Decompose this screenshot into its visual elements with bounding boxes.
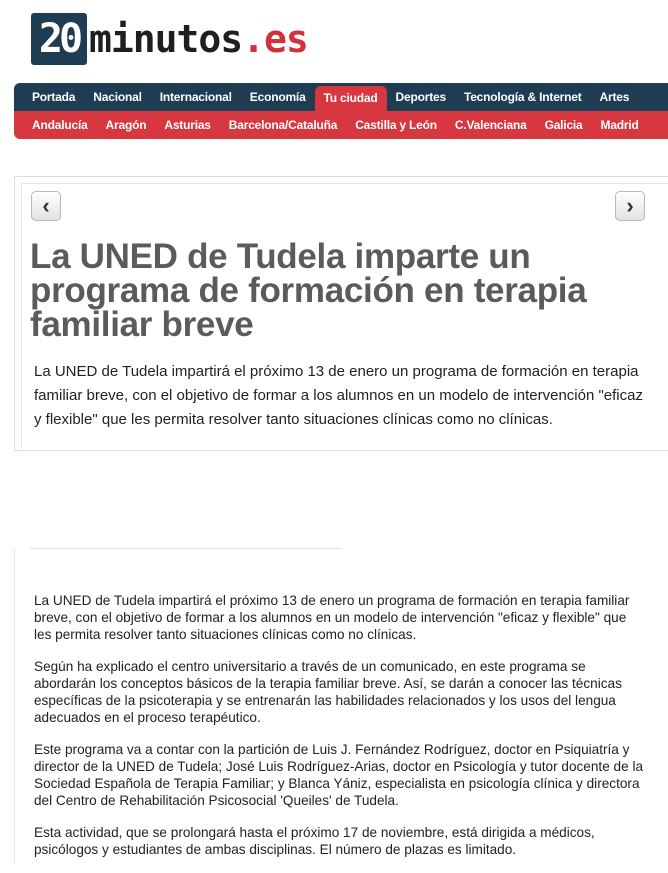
subnav-aragon[interactable]: Aragón (105, 118, 147, 132)
nav-internacional[interactable]: Internacional (159, 90, 232, 104)
logo-number: 20 (31, 13, 87, 65)
nav-artes[interactable]: Artes (599, 90, 630, 104)
logo-name: minutos (89, 17, 243, 61)
article-paragraph: Esta actividad, que se prolongará hasta el próximo 17 de noviembre, está dirigida a médicos, psicólogos y estudiantes de ambas disciplinas. El número de plazas es limitado. (34, 825, 595, 857)
article-body (34, 592, 644, 873)
section-divider (30, 548, 342, 549)
content-border (14, 548, 15, 863)
subnav-madrid[interactable]: Madrid (600, 118, 639, 132)
main-nav (14, 83, 668, 111)
chevron-left-icon: ‹ (42, 193, 50, 218)
nav-tu-ciudad[interactable]: Tu ciudad (315, 86, 387, 111)
nav-economia[interactable]: Economía (249, 90, 306, 104)
subnav-castilla-leon[interactable]: Castilla y León (355, 118, 437, 132)
subnav-galicia[interactable]: Galicia (544, 118, 583, 132)
article-paragraph: Según ha explicado el centro universitario a través de un comunicado, en este programa se abordarán los conceptos básicos de la terapia familiar breve. Así, se darán a conocer las técnicas específicas de la psicoterapia y se entrenarán las habilidades relacionados y los usos del lengua adecuados en el proceso terapéutico. (34, 659, 622, 725)
city-subnav (14, 111, 668, 139)
article-title: La UNED de Tudela imparte un programa de formación en terapia familiar breve (30, 237, 587, 344)
logo-tld: .es (242, 17, 308, 61)
article-paragraph: Este programa va a contar con la partición de Luis J. Fernández Rodríguez, doctor en Psiquiatría y director de la UNED de Tudela; José Luis Rodríguez-Arias, doctor en Psicología y tutor docente de la Sociedad Española de Terapia Familiar; y Blanca Yániz, especialista en psicología clínica y directora del Centro de Rehabilitación Psicosocial 'Queiles' de Tudela. (34, 742, 644, 808)
article-summary: La UNED de Tudela impartirá el próximo 13 de enero un programa de formación en terapia familiar breve, con el objetivo de formar a los alumnos en un modelo de intervención "eficaz y flexible" que les permita resolver tanto situaciones clínicas como no clínicas. (34, 363, 643, 428)
article-paragraph: La UNED de Tudela impartirá el próximo 13 de enero un programa de formación en terapia familiar breve, con el objetivo de formar a los alumnos en un modelo de intervención "eficaz y flexible" que les permita resolver tanto situaciones clínicas como no clínicas. (34, 593, 630, 642)
subnav-asturias[interactable]: Asturias (164, 118, 211, 132)
subnav-andalucia[interactable]: Andalucía (32, 118, 88, 132)
chevron-right-icon: › (626, 193, 634, 218)
nav-portada[interactable]: Portada (32, 90, 76, 104)
nav-tecnologia[interactable]: Tecnología & Internet (463, 90, 582, 104)
subnav-cvalenciana[interactable]: C.Valenciana (454, 118, 527, 132)
prev-article-button[interactable] (31, 191, 61, 221)
next-article-button[interactable] (615, 191, 645, 221)
nav-deportes[interactable]: Deportes (395, 90, 446, 104)
site-logo[interactable] (31, 12, 308, 66)
nav-nacional[interactable]: Nacional (93, 90, 142, 104)
subnav-barcelona[interactable]: Barcelona/Cataluña (228, 118, 338, 132)
